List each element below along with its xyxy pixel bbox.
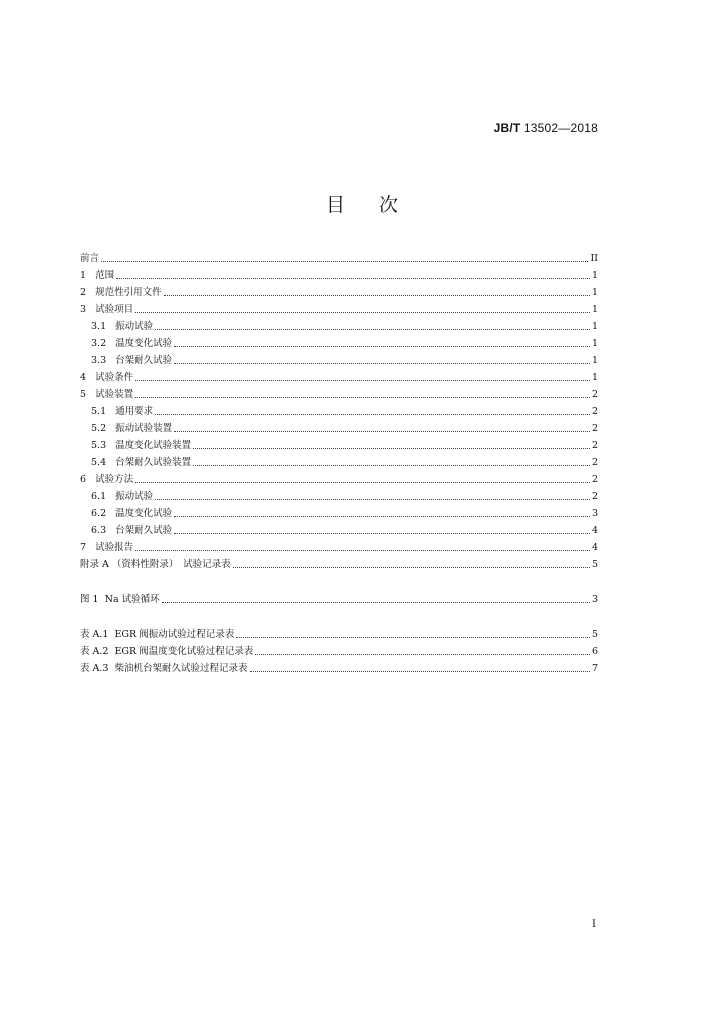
leader-dots (233, 567, 590, 568)
leader-dots (174, 346, 590, 347)
leader-dots (135, 312, 590, 313)
toc-entry[interactable]: 3.1 振动试验 1 (91, 321, 598, 332)
leader-dots (135, 550, 590, 551)
toc-entry[interactable]: 5.1 通用要求 2 (91, 406, 598, 417)
toc-entry[interactable]: 图 1 Na 试验循环 3 (80, 594, 598, 605)
toc-entry[interactable]: 5.2 振动试验装置 2 (91, 423, 598, 434)
toc-entry[interactable]: 2 规范性引用文件 1 (80, 287, 598, 298)
toc-entry[interactable]: 前言 II (80, 253, 598, 264)
standard-number (494, 121, 598, 135)
toc-entry[interactable]: 6.3 台架耐久试验 4 (91, 525, 598, 536)
leader-dots (236, 637, 590, 638)
toc-entry[interactable]: 附录 A （资料性附录） 试验记录表 5 (80, 559, 598, 570)
toc-entry[interactable]: 5.3 温度变化试验装置 2 (91, 440, 598, 451)
leader-dots (135, 482, 590, 483)
toc-entry[interactable]: 3.2 温度变化试验 1 (91, 338, 598, 349)
toc-entry[interactable]: 3.3 台架耐久试验 1 (91, 355, 598, 366)
leader-dots (174, 363, 590, 364)
toc-entry[interactable]: 表 A.1 EGR 阀振动试验过程记录表 5 (80, 629, 598, 640)
leader-dots (155, 414, 590, 415)
standard-code: 13502—2018 (520, 121, 598, 135)
leader-dots (116, 278, 590, 279)
leader-dots (155, 499, 590, 500)
leader-dots (174, 516, 590, 517)
toc-entry[interactable]: 7 试验报告 4 (80, 542, 598, 553)
leader-dots (135, 380, 590, 381)
leader-dots (255, 654, 590, 655)
page-title: 目次 (325, 194, 432, 216)
toc-entry[interactable]: 3 试验项目 1 (80, 304, 598, 315)
leader-dots (135, 397, 590, 398)
toc-entry[interactable]: 5 试验装置 2 (80, 389, 598, 400)
leader-dots (193, 465, 590, 466)
toc-entry[interactable]: 表 A.3 柴油机台架耐久试验过程记录表 7 (80, 663, 598, 674)
leader-dots (250, 671, 590, 672)
leader-dots (174, 533, 590, 534)
leader-dots (101, 261, 588, 262)
standard-prefix: JB/T (493, 121, 521, 135)
toc-entry[interactable]: 5.4 台架耐久试验装置 2 (91, 457, 598, 468)
leader-dots (162, 602, 590, 603)
toc-entry[interactable]: 4 试验条件 1 (80, 372, 598, 383)
leader-dots (164, 295, 590, 296)
leader-dots (174, 431, 590, 432)
toc-entry[interactable]: 6 试验方法 2 (80, 474, 598, 485)
toc-entry[interactable]: 表 A.2 EGR 阀温度变化试验过程记录表 6 (80, 646, 598, 657)
leader-dots (155, 329, 590, 330)
toc-entry[interactable]: 6.2 温度变化试验 3 (91, 508, 598, 519)
page-number: I (592, 919, 596, 930)
leader-dots (193, 448, 590, 449)
toc-entry[interactable]: 6.1 振动试验 2 (91, 491, 598, 502)
toc-entry[interactable]: 1 范围 1 (80, 270, 598, 281)
